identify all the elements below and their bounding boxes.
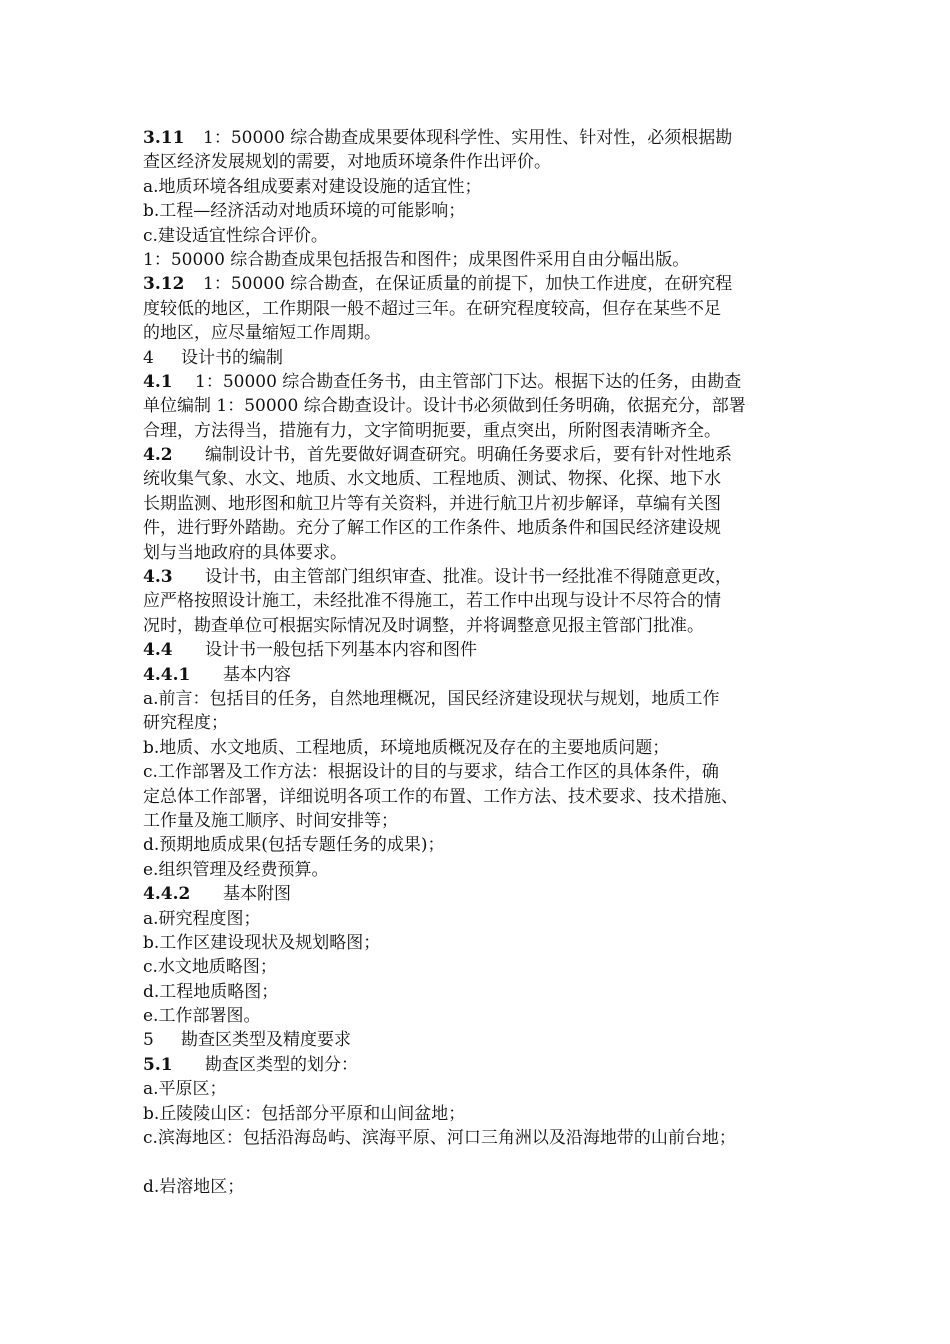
list-item: b.工作区建设现状及规划略图； [143, 932, 381, 953]
section-3-11-line-1: 3.11 1：50000 综合勘查成果要体现科学性、实用性、针对性，必须根据勘 [143, 126, 813, 150]
paragraph-line: 合理，方法得当，措施有力，文字简明扼要，重点突出，所附图表清晰齐全。 [143, 420, 721, 441]
blank-line [143, 1150, 813, 1174]
paragraph-line: 统收集气象、水文、地质、水文地质、工程地质、测试、物探、化探、地下水 [143, 469, 721, 490]
paragraph-line: 划与当地政府的具体要求。 [143, 542, 347, 563]
paragraph-line: 件，进行野外踏勘。充分了解工作区的工作条件、地质条件和国民经济建设规 [143, 518, 721, 539]
list-item: a.地质环境各组成要素对建设设施的适宜性； [143, 176, 482, 197]
section-4-4-2-heading: 4.4.2 基本附图 [143, 882, 813, 906]
chapter-number: 4 [143, 347, 154, 368]
list-item-continuation: 定总体工作部署，详细说明各项工作的布置、工作方法、技术要求、技术措施、 [143, 786, 738, 807]
chapter-5-heading [143, 1028, 813, 1052]
paragraph-line: 查区经济发展规划的需要，对地质环境条件作出评价。 [143, 152, 551, 173]
list-item: d.工程地质略图； [143, 981, 279, 1002]
list-item-continuation: 工作量及施工顺序、时间安排等； [143, 810, 398, 831]
paragraph-line: 应严格按照设计施工，未经批准不得施工，若工作中出现与设计不尽符合的情 [143, 591, 721, 612]
list-item: a.研究程度图； [143, 908, 261, 929]
list-item: b.地质、水文地质、工程地质，环境地质概况及存在的主要地质问题； [143, 737, 670, 758]
list-item: b.工程—经济活动对地质环境的可能影响； [143, 201, 466, 222]
list-item: a.前言：包括目的任务，自然地理概况，国民经济建设现状与规划，地质工作 [143, 688, 720, 709]
section-number: 4.2 [143, 445, 173, 466]
section-4-4-1-heading: 4.4.1 基本内容 [143, 663, 813, 687]
section-number: 4.3 [143, 567, 173, 588]
paragraph-line: 单位编制 1：50000 综合勘查设计。设计书必须做到任务明确，依据充分，部署 [143, 396, 746, 417]
section-4-1-line-1: 4.1 1：50000 综合勘查任务书，由主管部门下达。根据下达的任务，由勘查 [143, 370, 813, 394]
section-number: 5.1 [143, 1054, 173, 1075]
list-item-continuation: 研究程度； [143, 713, 228, 734]
section-number: 4.4.2 [143, 884, 191, 905]
list-item: e.组织管理及经费预算。 [143, 859, 329, 880]
chapter-number: 5 [143, 1030, 154, 1051]
section-4-3-line-1: 4.3 设计书，由主管部门组织审查、批准。设计书一经批准不得随意更改， [143, 565, 813, 589]
section-3-12-line-1: 3.12 1：50000 综合勘查，在保证质量的前提下，加快工作进度，在研究程 [143, 272, 813, 296]
section-5-1-heading: 5.1 勘查区类型的划分： [143, 1053, 813, 1077]
list-item: c.建设适宜性综合评价。 [143, 225, 328, 246]
section-number: 4.1 [143, 371, 173, 392]
list-item: c.工作部署及工作方法：根据设计的目的与要求，结合工作区的具体条件，确 [143, 762, 719, 783]
section-number: 3.11 [143, 128, 185, 148]
section-4-4-heading: 4.4 设计书一般包括下列基本内容和图件 [143, 638, 813, 662]
list-item: d.岩溶地区； [143, 1176, 245, 1197]
list-item: c.水文地质略图； [143, 957, 277, 978]
section-number: 3.12 [143, 274, 185, 295]
chapter-title: 设计书的编制 [181, 347, 283, 368]
list-item: c.滨海地区：包括沿海岛屿、滨海平原、河口三角洲以及沿海地带的山前台地； [143, 1128, 736, 1149]
paragraph-line: 度较低的地区，工作期限一般不超过三年。在研究程度较高，但存在某些不足 [143, 298, 721, 319]
paragraph-line: 况时，勘查单位可根据实际情况及时调整，并将调整意见报主管部门批准。 [143, 615, 704, 636]
paragraph-line: 长期监测、地形图和航卫片等有关资料，并进行航卫片初步解译，草编有关图 [143, 493, 721, 514]
list-item: e.工作部署图。 [143, 1006, 261, 1027]
section-4-2-line-1: 4.2 编制设计书，首先要做好调查研究。明确任务要求后，要有针对性地系 [143, 443, 813, 467]
section-number: 4.4.1 [143, 664, 191, 685]
list-item: a.平原区； [143, 1079, 227, 1100]
document-page [143, 126, 813, 1199]
chapter-title: 勘查区类型及精度要求 [181, 1030, 351, 1051]
chapter-4-heading [143, 346, 813, 370]
paragraph-line: 1：50000 综合勘查成果包括报告和图件；成果图件采用自由分幅出版。 [143, 249, 690, 270]
list-item: d.预期地质成果(包括专题任务的成果)； [143, 835, 445, 856]
list-item: b.丘陵陵山区：包括部分平原和山间盆地； [143, 1103, 466, 1124]
paragraph-line: 的地区，应尽量缩短工作周期。 [143, 323, 381, 344]
section-number: 4.4 [143, 640, 173, 661]
